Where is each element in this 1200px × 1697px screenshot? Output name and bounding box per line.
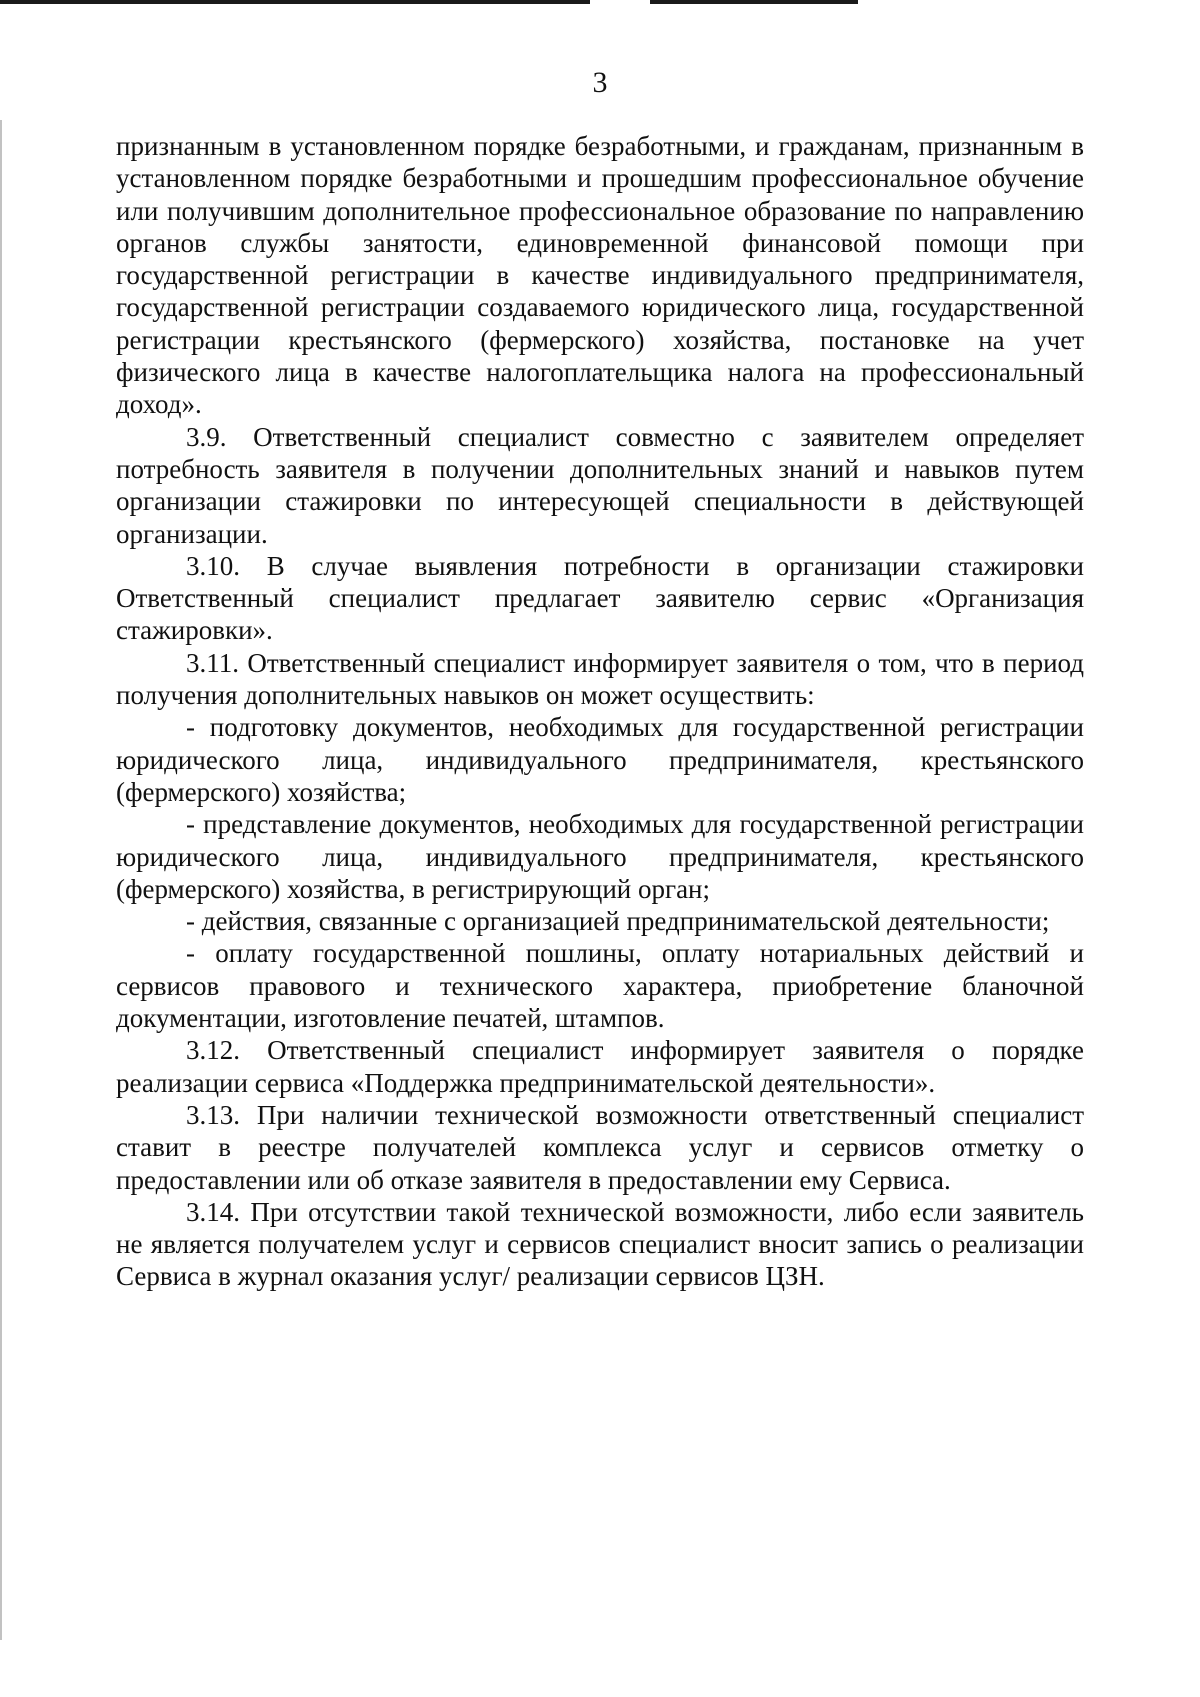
scan-edge-gap	[858, 0, 1200, 4]
page-number: 3	[592, 66, 608, 99]
scan-edge-gap	[590, 0, 650, 4]
paragraph-3-9: 3.9. Ответственный специалист совместно с заявителем определяет потребность заявителя в получении дополнительных знаний и навыков путем организации стажировки по интересующей специальности в действующей организации.	[116, 421, 1084, 549]
paragraph-continuation: признанным в установленном порядке безработными, и гражданам, признанным в установленном порядке безработными и прошедшим профессиональное обучение или получившим дополнительное профессиональное образование по направлению органов службы занятости, единовременной финансовой помощи при государственной регистрации в качестве индивидуального предпринимателя, государственной регистрации создаваемого юридического лица, государственной регистрации крестьянского (фермерского) хозяйства, постановке на учет физического лица в качестве налогоплательщика налога на профессиональный доход».	[116, 131, 1084, 420]
scan-edge-left	[0, 120, 2, 1640]
list-item-document-preparation: - подготовку документов, необходимых для государственной регистрации юридического лица, индивидуального предпринимателя, крестьянского (фермерского) хозяйства;	[116, 712, 1084, 807]
paragraph-3-14: 3.14. При отсутствии такой технической возможности, либо если заявитель не является получателем услуг и сервисов специалист вносит запись о реализации Сервиса в журнал оказания услуг/ реализации сервисов ЦЗН.	[116, 1196, 1084, 1292]
list-item-business-actions: - действия, связанные с организацией предпринимательской деятельности;	[186, 906, 1050, 937]
paragraph-3-10: 3.10. В случае выявления потребности в организации стажировки Ответственный специалист предлагает заявителю сервис «Организация стажировки».	[116, 550, 1084, 646]
list-item-document-submission: - представление документов, необходимых для государственной регистрации юридического лица, индивидуального предпринимателя, крестьянского (фермерского) хозяйства, в регистрирующий орган;	[116, 809, 1084, 904]
paragraph-3-13: 3.13. При наличии технической возможности ответственный специалист ставит в реестре получателей комплекса услуг и сервисов отметку о предоставлении или об отказе заявителя в предоставлении ему Сервиса.	[116, 1099, 1084, 1195]
document-body	[116, 130, 1084, 1293]
paragraph-3-11: 3.11. Ответственный специалист информирует заявителя о том, что в период получения дополнительных навыков он может осуществить:	[116, 647, 1084, 711]
list-item-fees-payment: - оплату государственной пошлины, оплату нотариальных действий и сервисов правового и технического характера, приобретение бланочной документации, изготовление печатей, штампов.	[116, 938, 1084, 1034]
paragraph-3-12: 3.12. Ответственный специалист информирует заявителя о порядке реализации сервиса «Поддержка предпринимательской деятельности».	[116, 1035, 1084, 1098]
scan-edge-top	[0, 0, 1200, 4]
